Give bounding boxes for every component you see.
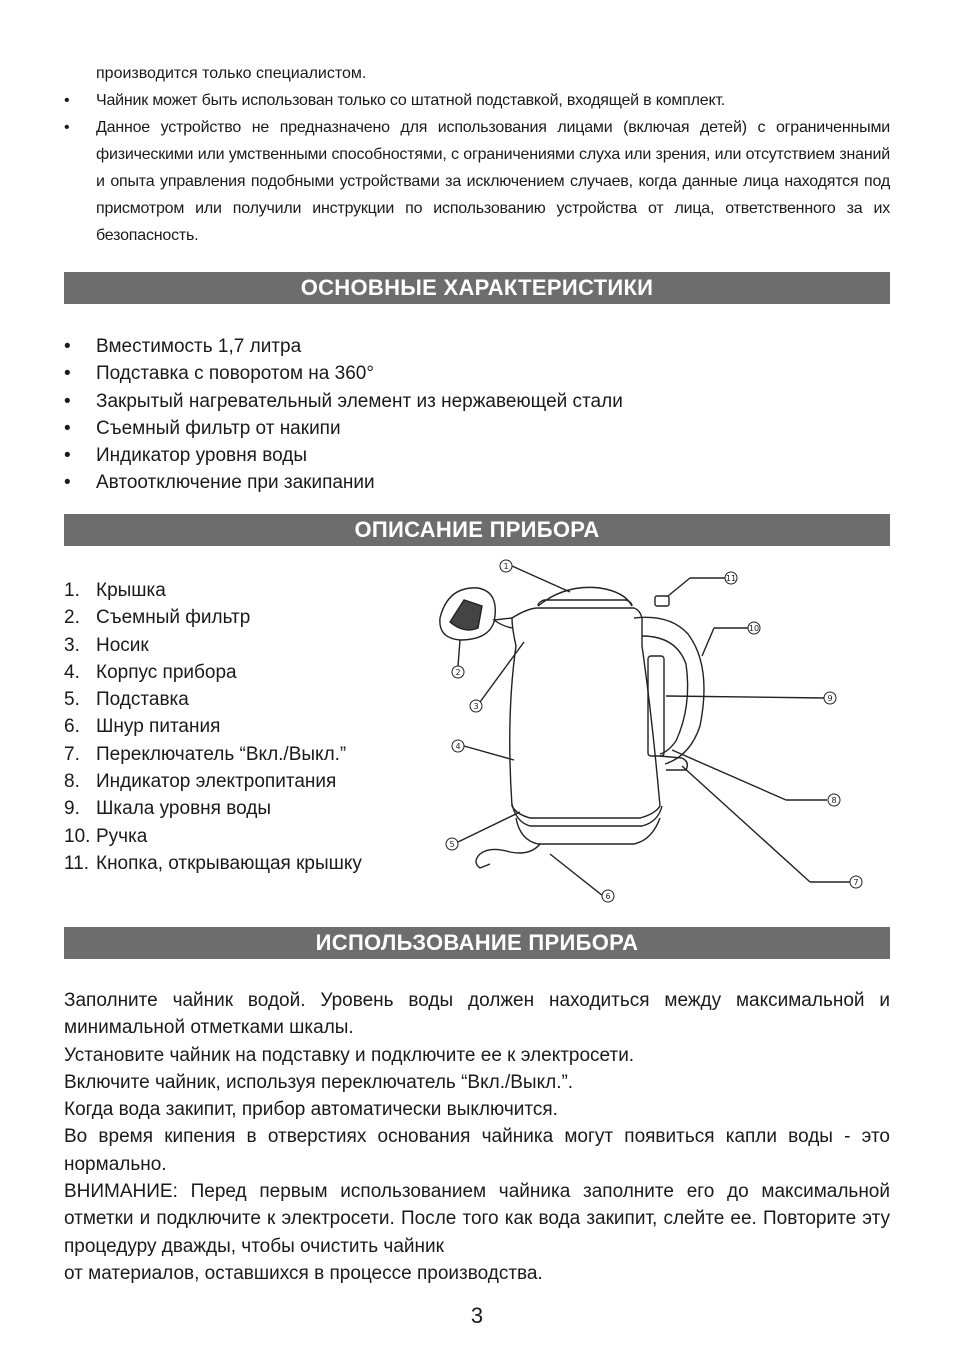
- bullet-marker: •: [64, 92, 70, 109]
- part-item: [64, 632, 424, 659]
- part-number: 3.: [64, 634, 80, 656]
- svg-text:2: 2: [455, 668, 461, 677]
- part-item: [64, 577, 424, 604]
- part-item: [64, 850, 424, 877]
- svg-text:3: 3: [473, 702, 479, 711]
- feature-item: [64, 415, 764, 442]
- usage-paragraph: Установите чайник на подставку и подключите ее к электросети.: [64, 1044, 635, 1066]
- lid-button: [655, 596, 669, 606]
- part-item: [64, 659, 424, 686]
- svg-text:1: 1: [503, 562, 509, 571]
- svg-text:5: 5: [449, 840, 455, 849]
- callout-1: [500, 560, 512, 572]
- part-label: Корпус прибора: [96, 661, 237, 683]
- part-item: [64, 795, 424, 822]
- part-label: Подставка: [96, 689, 189, 711]
- part-number: 4.: [64, 661, 80, 683]
- part-label: Носик: [96, 634, 149, 656]
- part-item: [64, 686, 424, 713]
- part-item: [64, 768, 424, 795]
- section-header-features: ОСНОВНЫЕ ХАРАКТЕРИСТИКИ: [64, 272, 890, 304]
- usage-paragraph: Когда вода закипит, прибор автоматически выключится.: [64, 1099, 558, 1121]
- filter-icon: [450, 600, 482, 630]
- part-item: [64, 604, 424, 631]
- part-number: 11.: [64, 852, 90, 874]
- kettle-body: [510, 608, 660, 818]
- feature-item: [64, 388, 764, 415]
- power-cord: [476, 844, 540, 868]
- part-number: 10.: [64, 825, 91, 847]
- kettle-diagram: [420, 556, 890, 908]
- part-label: Шкала уровня воды: [96, 798, 271, 820]
- parts-list: [64, 577, 424, 877]
- kettle-spout: [494, 618, 512, 628]
- page-number: 3: [470, 1303, 484, 1328]
- part-number: 7.: [64, 743, 80, 765]
- bullet-marker: •: [64, 417, 71, 439]
- callout-6: [602, 890, 614, 902]
- kettle-lid-rim: [538, 600, 632, 606]
- svg-text:9: 9: [827, 694, 833, 703]
- feature-text: Вместимость 1,7 литра: [96, 336, 302, 357]
- feature-item: [64, 333, 764, 360]
- svg-text:8: 8: [831, 796, 837, 805]
- part-number: 6.: [64, 716, 80, 738]
- callout-4: [452, 740, 464, 752]
- kettle-handle: [634, 617, 704, 764]
- bullet-marker: •: [64, 390, 71, 412]
- svg-text:4: 4: [455, 742, 461, 751]
- part-label: Ручка: [96, 825, 148, 847]
- callout-10: [748, 622, 760, 634]
- callout-8: [828, 794, 840, 806]
- svg-text:7: 7: [853, 878, 859, 887]
- kettle-base-line: [512, 804, 662, 826]
- part-number: 2.: [64, 607, 80, 629]
- part-number: 1.: [64, 580, 80, 601]
- safety-notes: [64, 60, 890, 249]
- safety-bullet: [64, 114, 890, 249]
- usage-paragraph: Включите чайник, используя переключатель “Вкл./Выкл.”.: [64, 1071, 574, 1093]
- callout-9: [824, 692, 836, 704]
- feature-text: Индикатор уровня воды: [96, 445, 307, 467]
- features-list: [64, 333, 764, 497]
- usage-paragraph: Во время кипения в отверстиях основания чайника могут появиться капли воды - это нормально.: [64, 1126, 890, 1175]
- part-label: Крышка: [96, 580, 166, 601]
- feature-text: Закрытый нагревательный элемент из нержавеющей стали: [96, 390, 623, 412]
- usage-instructions: [64, 987, 890, 1287]
- svg-text:11: 11: [725, 574, 737, 583]
- usage-paragraph: Заполните чайник водой. Уровень воды должен находиться между максимальной и минимальной отметками шкалы.: [64, 990, 890, 1039]
- bullet-marker: •: [64, 363, 71, 385]
- callout-3: [470, 700, 482, 712]
- section-header-usage: ИСПОЛЬЗОВАНИЕ ПРИБОРА: [64, 927, 890, 959]
- part-item: [64, 823, 424, 850]
- safety-continuation: производится только специалистом.: [96, 65, 367, 82]
- svg-text:10: 10: [748, 624, 760, 633]
- callout-5: [446, 838, 458, 850]
- section-header-description: ОПИСАНИЕ ПРИБОРА: [64, 514, 890, 546]
- part-number: 9.: [64, 798, 80, 820]
- part-label: Индикатор электропитания: [96, 771, 337, 793]
- feature-item: [64, 360, 764, 387]
- kettle-stand: [516, 818, 660, 844]
- safety-bullet-text: Чайник может быть использован только со штатной подставкой, входящей в комплект.: [96, 92, 726, 109]
- safety-bullet-text: Данное устройство не предназначено для использования лицами (включая детей) с ограниченными физическими или умственными способностями, с ограничениями слуха или зрения, или отсутствием знаний и опыта управления подобными устройствами за исключением случаев, когда данные лица находятся под присмотром или получили инструкции по использованию устройства от лица, ответственного за их безопасность.: [96, 119, 890, 244]
- usage-paragraph: от материалов, оставшихся в процессе производства.: [64, 1262, 543, 1284]
- feature-text: Съемный фильтр от накипи: [96, 417, 341, 439]
- svg-text:6: 6: [605, 892, 611, 901]
- usage-paragraph: ВНИМАНИЕ: Перед первым использованием чайника заполните его до максимальной отметки и подключите к электросети. После того как вода закипит, слейте ее. Повторите эту процедуру дважды, чтобы очистить чайник: [64, 1181, 890, 1257]
- part-label: Переключатель “Вкл./Выкл.”: [96, 743, 347, 765]
- part-item: [64, 741, 424, 768]
- bullet-marker: •: [64, 336, 71, 357]
- callout-11: [725, 572, 737, 584]
- part-label: Шнур питания: [96, 716, 221, 738]
- kettle-lid: [538, 587, 632, 606]
- feature-text: Подставка с поворотом на 360°: [96, 363, 374, 385]
- feature-text: Автоотключение при закипании: [96, 472, 375, 494]
- part-label: Кнопка, открывающая крышку: [96, 852, 362, 874]
- part-item: [64, 713, 424, 740]
- bullet-marker: •: [64, 119, 70, 136]
- part-number: 8.: [64, 771, 80, 793]
- bullet-marker: •: [64, 445, 71, 467]
- callout-2: [452, 666, 464, 678]
- bullet-marker: •: [64, 472, 71, 494]
- safety-bullet: [64, 87, 890, 114]
- feature-item: [64, 442, 764, 469]
- part-number: 5.: [64, 689, 80, 711]
- callout-7: [850, 876, 862, 888]
- part-label: Съемный фильтр: [96, 607, 251, 629]
- feature-item: [64, 469, 764, 496]
